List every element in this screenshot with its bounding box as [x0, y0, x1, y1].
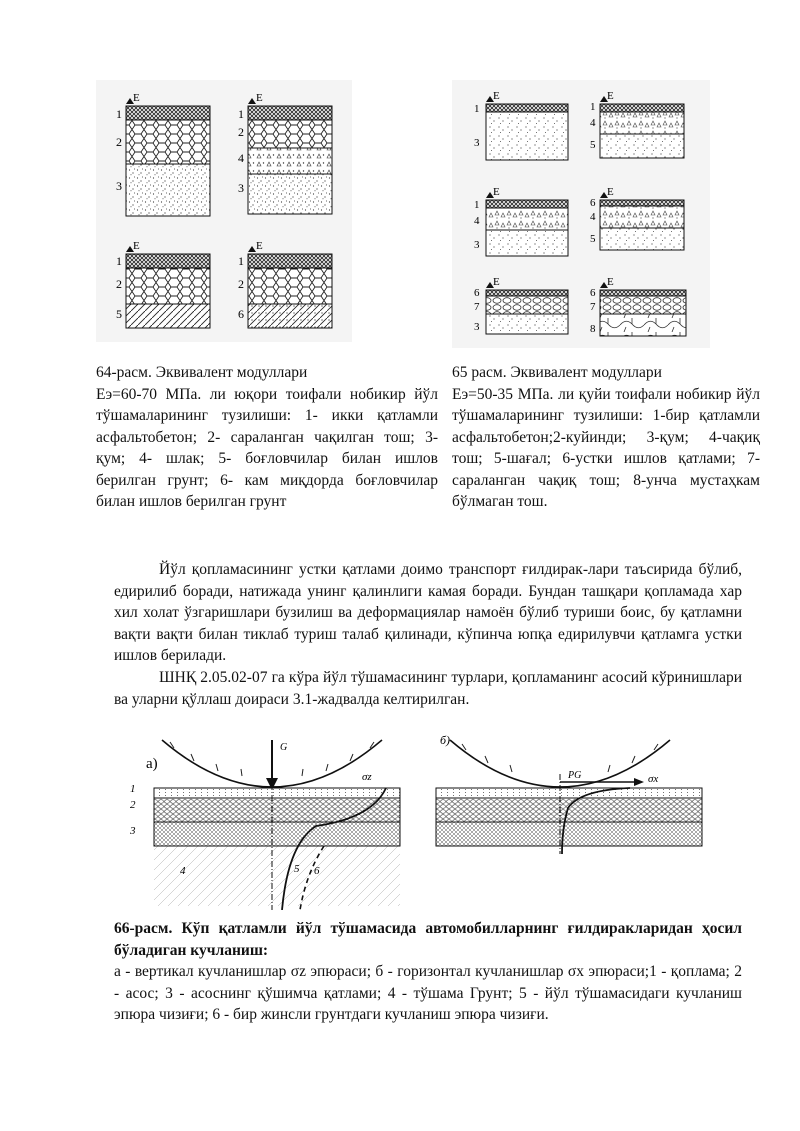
fig66-panel-a-label: а)	[146, 756, 158, 772]
fig64-section-a	[116, 92, 210, 216]
svg-text:1: 1	[590, 101, 596, 113]
svg-text:3: 3	[474, 137, 480, 149]
fig66-panel-a	[129, 740, 400, 910]
fig66-force-sigma-x: σx	[648, 773, 659, 785]
svg-text:5: 5	[590, 233, 596, 245]
fig66-force-g: G	[280, 742, 288, 753]
figure-64-drawing	[96, 80, 352, 342]
fig64-a-label-1: 1	[116, 107, 122, 121]
svg-text:1: 1	[474, 199, 480, 211]
svg-text:E: E	[493, 276, 500, 288]
fig65-section-c	[474, 186, 568, 256]
svg-text:3: 3	[474, 239, 480, 251]
svg-text:6: 6	[238, 307, 244, 321]
fig64-section-b	[238, 92, 332, 214]
fig66-layer-label-2: 2	[130, 799, 136, 811]
svg-text:2: 2	[116, 277, 122, 291]
svg-text:E: E	[607, 276, 614, 288]
fig66-panel-b-label: б)	[440, 734, 451, 747]
svg-text:1: 1	[116, 254, 122, 268]
svg-text:1: 1	[238, 107, 244, 121]
svg-text:E: E	[607, 186, 614, 198]
body-text	[114, 559, 742, 710]
figure-65-drawing	[452, 80, 710, 348]
svg-text:1: 1	[474, 103, 480, 115]
svg-text:2: 2	[238, 125, 244, 139]
svg-text:1: 1	[238, 254, 244, 268]
fig64-section-d	[238, 240, 332, 328]
figure-65-caption-title: 65 расм. Эквивалент модуллари	[452, 364, 662, 381]
svg-text:E: E	[493, 90, 500, 102]
fig66-curve-label-5: 5	[294, 863, 300, 875]
fig66-layer-label-3: 3	[130, 825, 136, 837]
fig66-force-pg: PG	[568, 770, 582, 781]
svg-text:7: 7	[474, 301, 480, 313]
fig66-layer-label-1: 1	[130, 783, 136, 795]
svg-text:3: 3	[238, 181, 244, 195]
svg-text:3: 3	[474, 321, 480, 333]
fig64-a-label-3: 3	[116, 179, 122, 193]
fig65-section-f	[590, 276, 686, 336]
svg-text:2: 2	[238, 277, 244, 291]
svg-text:6: 6	[590, 197, 596, 209]
svg-text:7: 7	[590, 301, 596, 313]
figure-66-caption	[114, 918, 742, 1026]
svg-text:E: E	[133, 240, 140, 252]
figure-66-drawing	[110, 734, 746, 910]
svg-text:4: 4	[238, 151, 244, 165]
svg-text:E: E	[256, 240, 263, 252]
svg-text:4: 4	[590, 117, 596, 129]
svg-text:4: 4	[590, 211, 596, 223]
figure-66-caption-title: 66-расм. Кўп қатламли йўл тўшамасида автомобилларнинг ғилдиракларидан ҳосил бўладиган кучланиш:	[114, 920, 742, 959]
fig65-section-a	[474, 90, 568, 160]
figure-65	[452, 80, 710, 348]
svg-text:8: 8	[590, 323, 596, 335]
fig66-force-sigma-z: σz	[362, 771, 372, 783]
figure-65-caption	[452, 362, 760, 513]
figure-64-caption-body: Eэ=60-70 МПа. ли юқори тоифали нобикир йўл тўшамаларининг тузилиши: 1- икки қатламли асфальтобетон; 2- сараланган чақилган тош; 3- қум; 4- шлак; 5- боғловчилар билан ишлов берилган грунт; 6- кам миқдорда боғловчилар билан ишлов берилган грунт	[96, 385, 438, 510]
body-paragraph-1: Йўл қопламасининг устки қатлами доимо транспорт ғилдирак-лари таъсирида бўлиб, едирилиб боради, натижада унинг қалинлиги камая боради. Бундан ташқари қопламада хар хил холат ўзгаришлари бузилиш ва деформациялар намоён бўлиб туриши боис, бу қатламни вақти вақти билан тиклаб туриш талаб қилинади, кўпинча юпқа едирилувчи қатламга устки ишлов берилади.	[114, 561, 742, 665]
figure-64-caption	[96, 362, 438, 513]
svg-text:5: 5	[590, 139, 596, 151]
body-paragraph-2: ШНҚ 2.05.02-07 га кўра йўл тўшамасининг турлари, қопламанинг асосий кўринишлари ва уларни қўллаш доираси 3.1-жадвалда келтирилган.	[114, 668, 742, 708]
fig64-e-label: E	[133, 92, 140, 104]
figure-66	[110, 734, 746, 910]
fig66-layer-label-4: 4	[180, 865, 186, 877]
fig65-section-b	[590, 90, 684, 158]
fig66-curve-label-6: 6	[314, 865, 320, 877]
figure-64	[96, 80, 352, 342]
fig64-section-c	[116, 240, 210, 328]
svg-text:6: 6	[590, 287, 596, 299]
fig66-panel-b	[436, 734, 702, 854]
svg-text:4: 4	[474, 215, 480, 227]
svg-text:E: E	[607, 90, 614, 102]
svg-text:5: 5	[116, 307, 122, 321]
svg-text:6: 6	[474, 287, 480, 299]
svg-text:E: E	[256, 92, 263, 104]
fig64-a-label-2: 2	[116, 135, 122, 149]
figure-66-caption-body: а - вертикал кучланишлар σz эпюраси; б - горизонтал кучланишлар σx эпюраси;1 - қоплама; 2 - асос; 3 - асоснинг қўшимча қатлами; 4 - тўшама Грунт; 5 - йўл тўшамасидаги кучланиш эпюра чизиғи; 6 - бир жинсли грунтдаги кучланиш эпюра чизиғи.	[114, 963, 742, 1023]
fig65-section-d	[590, 186, 684, 250]
figure-64-caption-title: 64-расм. Эквивалент модуллари	[96, 364, 308, 381]
figure-65-caption-body: Eэ=50-35 МПа. ли қуйи тоифали нобикир йўл тўшамаларининг тузилиши: 1-бир қатламли асфальтобетон;2-куйинди; 3-қум; 4-чақиқ тош; 5-шағал; 6-устки ишлов қатлами; 7-сараланган чақиқ тош; 8-унча мустаҳкам бўлмаган тош.	[452, 385, 760, 510]
svg-text:E: E	[493, 186, 500, 198]
fig65-section-e	[474, 276, 568, 334]
